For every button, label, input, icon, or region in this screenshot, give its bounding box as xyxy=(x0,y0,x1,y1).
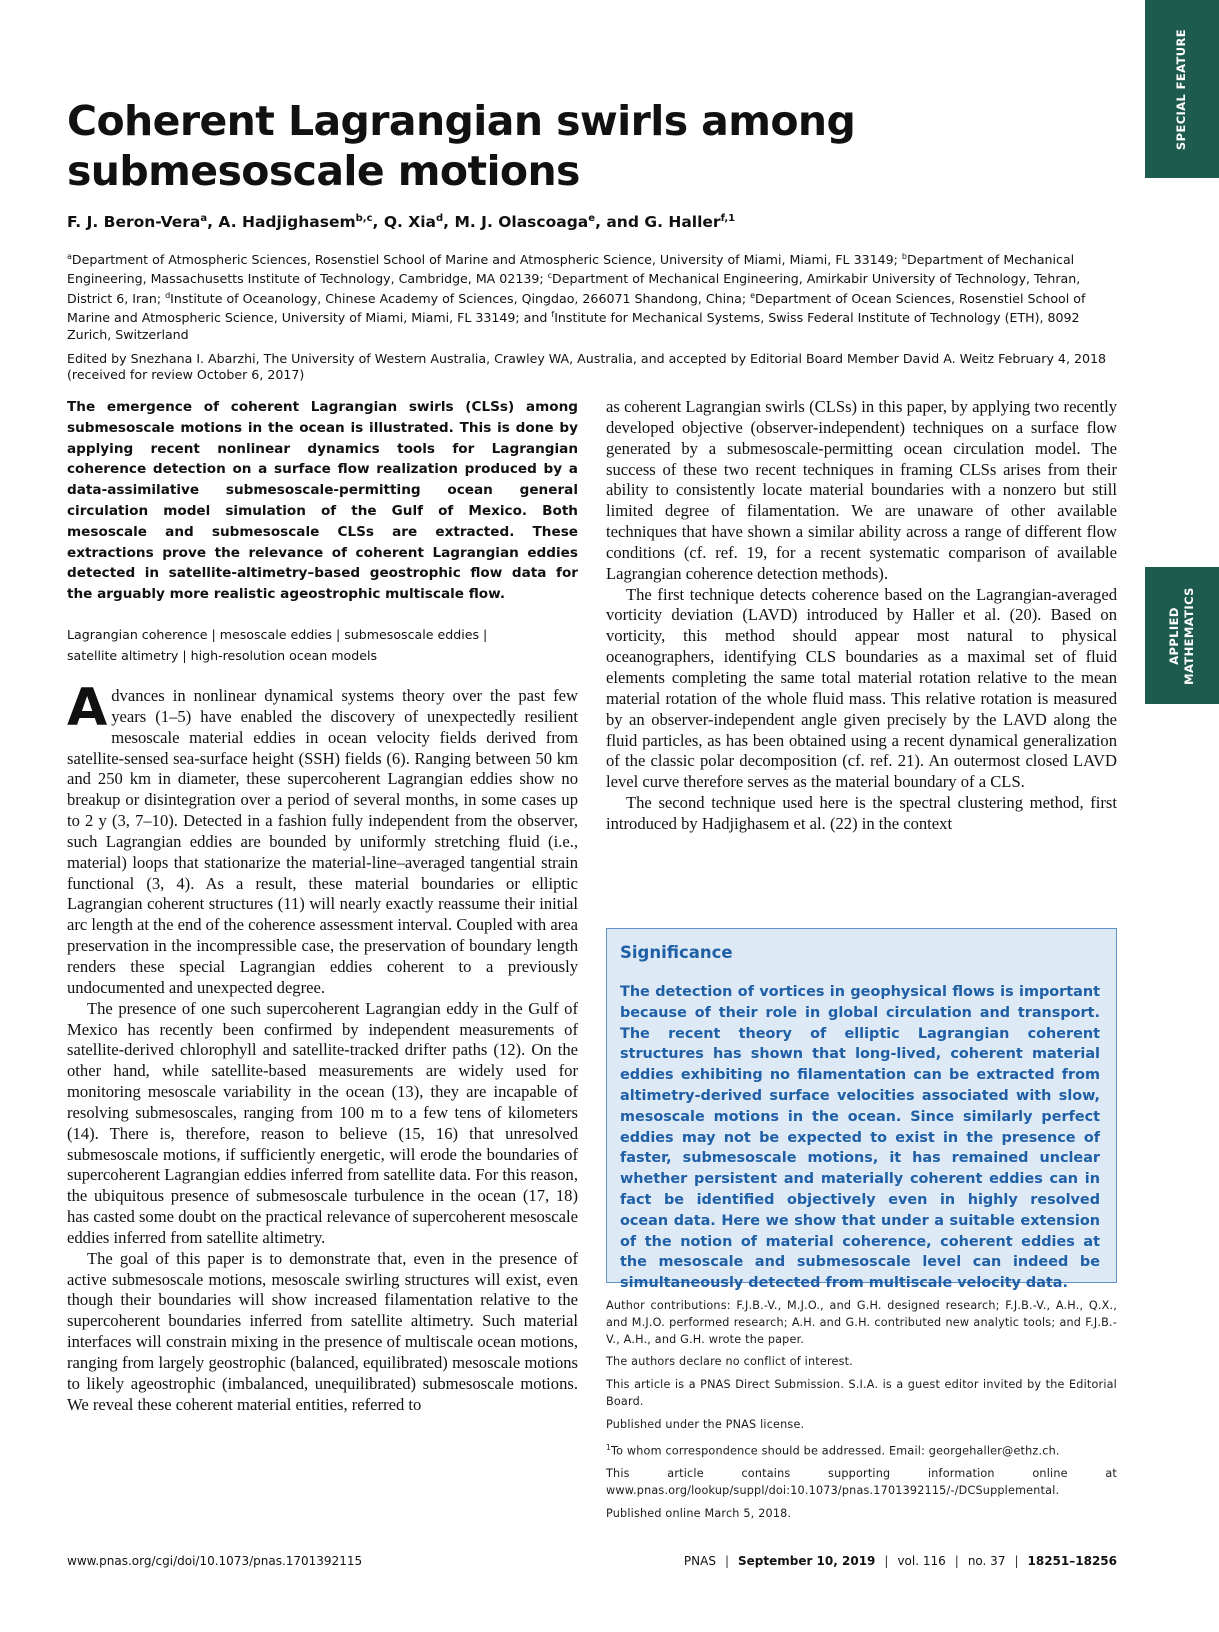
footnote-marker: 1 xyxy=(606,1442,611,1452)
special-feature-label: SPECIAL FEATURE xyxy=(1174,28,1189,150)
author-affiliation-marker: b,c xyxy=(355,213,373,224)
affiliation: Institute for Mechanical Systems, Swiss Federal Institute of Technology (ETH), 8092 Zurich, Switzerland xyxy=(67,310,1080,342)
keywords-line: satellite altimetry | high-resolution ocean models xyxy=(67,648,378,663)
footer-separator: | xyxy=(1014,1554,1019,1568)
author-separator: , xyxy=(207,213,219,232)
author-affiliation-marker: a xyxy=(200,213,208,224)
author: F. J. Beron-Vera xyxy=(67,213,201,232)
author: Q. Xia xyxy=(383,213,436,232)
significance-text: The detection of vortices in geophysical flows is important because of their role in global circulation and transport. The recent theory of elliptic Lagrangian coherent structures has shown that long-lived, coherent material eddies exhibiting no filamentation can be extracted from altimetry-derived surface velocities associated with slow, mesoscale motions in the ocean. Since similarly perfect eddies may not be expected to exist in the presence of faster, submesoscale motions, it has remained unclear whether persistent and materially coherent eddies can in fact be identified objectively even in highly resolved ocean data. Here we show that under a suitable extension of the notion of material coherence, coherent eddies at the mesoscale and submesoscale level can indeed be simultaneously detected from multiscale velocity data. xyxy=(620,984,1100,1292)
body-column-left xyxy=(67,678,578,1416)
keywords-line: Lagrangian coherence | mesoscale eddies | submesoscale eddies | xyxy=(67,627,488,642)
body-paragraph: The presence of one such supercoherent Lagrangian eddy in the Gulf of Mexico has recently been confirmed by independent measurements of satellite-derived chlorophyll and satellite-tracked drifter paths (12). On the other hand, while satellite-based measurements are widely used for monitoring mesoscale variability in the ocean (13), they are incapable of resolving submesoscales, ranging from 100 m to a few tens of kilometers (14). There is, therefore, reason to believe (15, 16) that unresolved submesoscale motions, if sufficiently energetic, will erode the boundaries of supercoherent Lagrangian eddies inferred from satellite data. For this reason, the ubiquitous presence of submesoscale turbulence in the ocean (17, 18) has casted some doubt on the practical relevance of supercoherent mesoscale eddies inferred from satellite altimetry. xyxy=(67,998,578,1247)
significance-title: Significance xyxy=(620,943,733,962)
affiliation-marker: f xyxy=(551,310,555,320)
section-tab-applied-mathematics xyxy=(1145,567,1219,704)
article-notes xyxy=(606,1298,1117,1529)
affiliation-marker: b xyxy=(901,252,907,261)
submission-note: This article is a PNAS Direct Submission. S.I.A. is a guest editor invited by the Editorial Board. xyxy=(606,1378,1117,1408)
doi-link[interactable]: www.pnas.org/cgi/doi/10.1073/pnas.1701392115 xyxy=(67,1554,363,1568)
editor-note: Edited by Snezhana I. Abarzhi, The University of Western Australia, Crawley WA, Australia, and accepted by Editorial Board Member David A. Weitz February 4, 2018 (received for review October 6, 2017) xyxy=(67,351,1106,383)
author-separator: , xyxy=(372,213,384,232)
license-note: Published under the PNAS license. xyxy=(606,1417,805,1431)
abstract: The emergence of coherent Lagrangian swirls (CLSs) among submesoscale motions in the ocean is illustrated. This is done by applying recent nonlinear dynamics tools for Lagrangian coherence detection on a surface flow realization produced by a data-assimilative submesoscale-permitting ocean general circulation model simulation of the Gulf of Mexico. Both mesoscale and submesoscale CLSs are extracted. These extractions prove the relevance of coherent Lagrangian eddies detected in satellite-altimetry–based geostrophic flow data for the arguably more realistic ageostrophic multiscale flow. xyxy=(67,399,578,603)
affiliation-marker: c xyxy=(547,271,553,281)
body-paragraph xyxy=(67,678,578,999)
journal-citation xyxy=(684,1554,1117,1568)
author: A. Hadjighasem xyxy=(218,213,356,232)
author-contributions: Author contributions: F.J.B.-V., M.J.O., and G.H. designed research; F.J.B.-V., A.H., Q.X., and M.J.O. performed research; A.H. and G.H. contributed new analytic tools; and F.J.B.-V., A.H., and G.H. wrote the paper. xyxy=(606,1299,1117,1346)
mathematics-label: MATHEMATICS xyxy=(1182,586,1196,685)
affiliation: Department of Atmospheric Sciences, Rosenstiel School of Marine and Atmospheric Science, University of Miami, Miami, FL 33149; xyxy=(71,252,902,268)
author-affiliation-marker: f,1 xyxy=(720,213,736,224)
author-list xyxy=(67,213,735,231)
volume: vol. 116 xyxy=(897,1554,946,1568)
article-title: Coherent Lagrangian swirls among submesoscale motions xyxy=(67,97,856,195)
affiliation: Department of Ocean Sciences, Rosenstiel School of Marine and Atmospheric Science, University of Miami, Miami, FL 33149; and xyxy=(67,291,1086,326)
keywords xyxy=(67,624,578,666)
affiliation: Department of Mechanical Engineering, Massachusetts Institute of Technology, Cambridge, MA 02139; xyxy=(67,252,1075,287)
affiliation: Department of Mechanical Engineering, Amirkabir University of Technology, Tehran, District 6, Iran; xyxy=(67,271,1081,307)
paragraph-text: dvances in nonlinear dynamical systems theory over the past few years (1–5) have enabled the discovery of unexpectedly resilient mesoscale material eddies in ocean velocity fields derived from satellite-sensed sea-surface height (SSH) fields (6). Ranging between 50 km and 250 km in diameter, these supercoherent Lagrangian eddies show no breakup or disintegration over a period of several months, in some cases up to 2 y (3, 7–10). Detected in a fashion fully independent from the observer, such Lagrangian eddies are bounded by uniformly stretching fluid (i.e., material) loops that stationarize the material-line–averaged tangential strain functional (3, 4). As a result, these material boundaries or elliptic Lagrangian coherent structures (11) will nearly exactly reassume their initial arc length at the end of the coherence assessment interval. Coupled with area preservation in the incompressible case, the preservation of boundary length renders these special Lagrangian eddies coherent to a previously undocumented and unexpected degree. xyxy=(67,686,578,997)
issue-date: September 10, 2019 xyxy=(737,1554,876,1568)
footer-separator: | xyxy=(954,1554,959,1568)
affiliation-marker: a xyxy=(67,252,72,261)
supporting-info-note: This article contains supporting information online at www.pnas.org/lookup/suppl/doi:10.1073/pnas.1701392115/-/DCSupplemental. xyxy=(606,1467,1117,1497)
affiliation-marker: d xyxy=(165,290,171,300)
journal-name: PNAS xyxy=(683,1554,716,1568)
body-paragraph: The first technique detects coherence based on the Lagrangian-averaged vorticity deviation (LAVD) introduced by Haller et al. (20). Based on vorticity, this method should appear most natural to physical oceanographers, identifying CLS boundaries as a maximal set of fluid elements completing the same total material rotation relative to the mean material rotation of the whole fluid mass. This relative rotation is measured by an observer-independent angle given precisely by the LAVD along the fluid particles, as has been obtained using a recent dynamical generalization of the classic polar decomposition (cf. ref. 21). An outermost closed LAVD level curve therefore serves as the material boundary of a CLS. xyxy=(606,584,1117,792)
footer-separator: | xyxy=(724,1554,729,1568)
affiliations xyxy=(67,249,1127,343)
page-range: 18251–18256 xyxy=(1027,1554,1117,1568)
author-affiliation-marker: d xyxy=(436,213,444,224)
applied-label: APPLIED xyxy=(1167,606,1181,665)
affiliation: Institute of Oceanology, Chinese Academy of Sciences, Qingdao, 266071 Shandong, China; xyxy=(170,291,751,307)
conflict-statement: The authors declare no conflict of interest. xyxy=(606,1355,853,1369)
section-tab-special-feature xyxy=(1145,0,1219,178)
author-separator: , and xyxy=(595,213,645,232)
author-separator: , xyxy=(443,213,455,232)
body-column-right xyxy=(606,397,1117,835)
body-paragraph: as coherent Lagrangian swirls (CLSs) in this paper, by applying two recently developed objective (observer-independent) techniques on a surface flow generated by a submesoscale-permitting ocean circulation model. The success of these two recent techniques in framing CLSs arises from their ability to consistently locate material boundaries with a nonzero but still limited degree of filamentation. We are unaware of other available techniques that have shown a similar ability across a range of different flow conditions (cf. ref. 19, for a recent systematic comparison of available Lagrangian coherence detection methods). xyxy=(606,397,1117,583)
issue-number: no. 37 xyxy=(967,1554,1006,1568)
affiliation-marker: e xyxy=(750,290,755,300)
body-paragraph: The second technique used here is the spectral clustering method, first introduced by Hadjighasem et al. (22) in the context xyxy=(606,793,1117,833)
body-paragraph: The goal of this paper is to demonstrate that, even in the presence of active submesoscale motions, mesoscale swirling structures will exist, even though their boundaries will show increased filamentation relative to the supercoherent boundaries inferred from satellite altimetry. Such material interfaces will constrain mixing in the presence of multiscale ocean motions, ranging from largely geostrophic (balanced, equilibrated) mesoscale motions to likely ageostrophic (imbalanced, unequilibrated) submesoscale motions. We reveal these coherent material entities, referred to xyxy=(67,1248,578,1414)
correspondence-text: To whom correspondence should be addressed. Email: georgehaller@ethz.ch. xyxy=(610,1444,1060,1458)
drop-cap: A xyxy=(67,678,108,738)
published-date: Published online March 5, 2018. xyxy=(606,1506,792,1520)
significance-box xyxy=(606,928,1117,1292)
footer-separator: | xyxy=(884,1554,889,1568)
author: G. Haller xyxy=(644,213,721,232)
correspondence-note xyxy=(606,1440,1117,1461)
author-affiliation-marker: e xyxy=(588,213,596,224)
author: M. J. Olascoaga xyxy=(454,213,589,232)
